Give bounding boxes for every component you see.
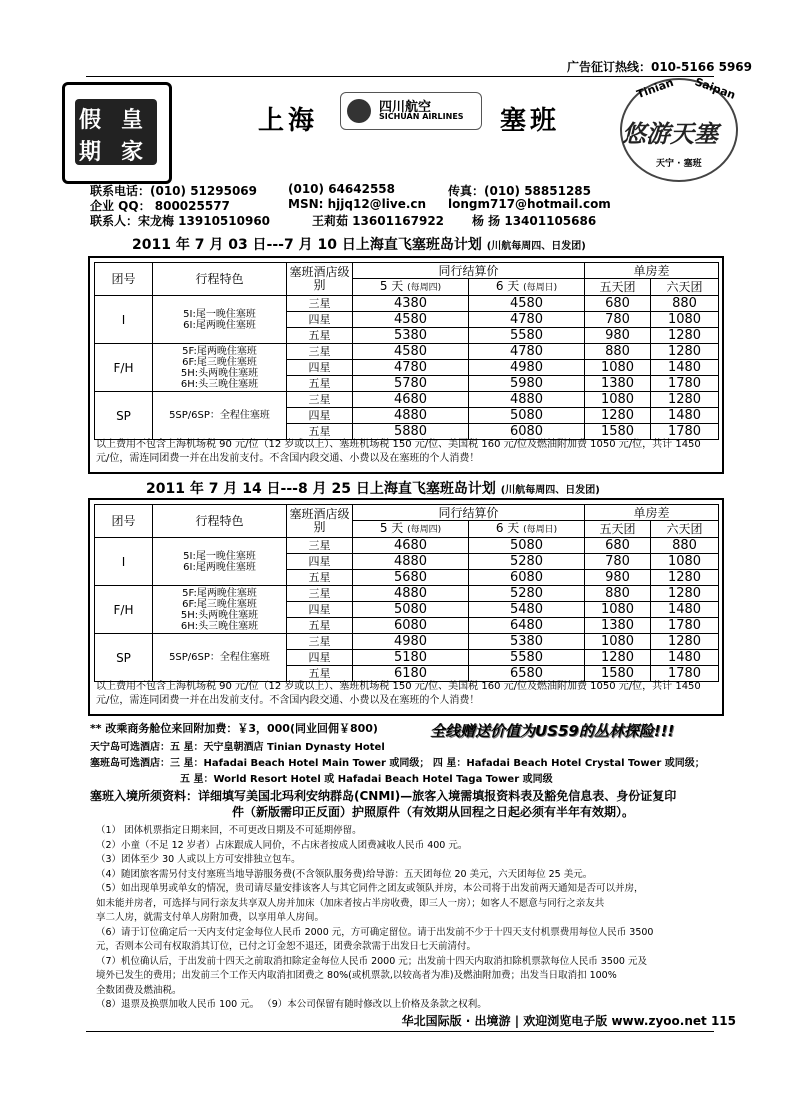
hotel-star: 三星 — [287, 634, 353, 650]
price-5day: 6180 — [353, 666, 469, 682]
col-5day-label: 5 天 — [379, 521, 404, 535]
price-5day: 4380 — [353, 296, 469, 312]
terms-item: 全数团费及燃油税。 — [96, 984, 182, 996]
single-5day: 680 — [585, 538, 651, 554]
feature-line: 5I:尾一晚住塞班 — [183, 550, 256, 562]
feature-line: 5F:尾两晚住塞班 — [182, 587, 257, 599]
airline-logo — [340, 92, 482, 130]
contact-email: longm717@hotmail.com — [448, 197, 611, 211]
single-6day: 1780 — [651, 424, 719, 440]
table-row — [95, 634, 719, 650]
table-row — [95, 392, 719, 408]
group-code: SP — [95, 634, 153, 682]
hotel-star: 四星 — [287, 602, 353, 618]
hotel-star: 四星 — [287, 650, 353, 666]
hotel-star: 三星 — [287, 344, 353, 360]
price-5day: 4880 — [353, 554, 469, 570]
terms-item: （6）请于订位确定后一天内支付定金每位人民币 2000 元，方可确定留位。请于出发前不少于十四天支付机票费用每位人民币 3500 — [96, 926, 654, 938]
col-6day — [469, 279, 585, 296]
single-6day: 1280 — [651, 586, 719, 602]
hotel-star: 四星 — [287, 554, 353, 570]
group-feature — [153, 538, 287, 586]
col-6day-note: (每周日) — [523, 525, 558, 535]
price-5day: 5880 — [353, 424, 469, 440]
ad-hotline: 广告征订热线：010-5166 5969 — [566, 60, 752, 74]
hotel-star: 五星 — [287, 328, 353, 344]
price-5day: 4680 — [353, 538, 469, 554]
price-6day: 6580 — [469, 666, 585, 682]
single-5day: 780 — [585, 312, 651, 328]
price-6day: 4780 — [469, 312, 585, 328]
price-6day: 4780 — [469, 344, 585, 360]
price-5day: 6080 — [353, 618, 469, 634]
group-code: F/H — [95, 344, 153, 392]
contact-person-2: 王莉茹 13601167922 — [312, 214, 445, 228]
page-footer: 华北国际版 · 出境游 | 欢迎浏览电子版 www.zyoo.net 115 — [401, 1014, 736, 1028]
hotel-saipan-1: 塞班岛可选酒店：三 星：Hafadai Beach Hotel Main Tower 或同级； 四 星：Hafadai Beach Hotel Crystal Tower 或同级； — [90, 758, 705, 769]
single-5day: 1580 — [585, 666, 651, 682]
terms-item: （3）团体至少 30 人或以上方可安排独立包车。 — [96, 854, 301, 865]
single-5day: 1280 — [585, 408, 651, 424]
hotel-star: 三星 — [287, 392, 353, 408]
feature-line: 6H:头三晚住塞班 — [180, 378, 259, 390]
agency-logo — [62, 82, 172, 184]
group-code: I — [95, 296, 153, 344]
feature-line: 6I:尾两晚住塞班 — [183, 561, 256, 573]
group-code: SP — [95, 392, 153, 440]
price-6day: 6480 — [469, 618, 585, 634]
col-5day-single: 五天团 — [585, 279, 651, 296]
col-group: 团号 — [95, 263, 153, 296]
hotel-star: 三星 — [287, 296, 353, 312]
contact-phone: 联系电话：(010) 51295069 — [90, 184, 257, 198]
contact-person-1: 联系人：宋龙梅 13910510960 — [90, 214, 271, 228]
price-6day: 5080 — [469, 538, 585, 554]
group-code: F/H — [95, 586, 153, 634]
table-row — [95, 538, 719, 554]
col-peer-price: 同行结算价 — [353, 263, 585, 279]
hotel-star: 五星 — [287, 666, 353, 682]
contact-phone-2: (010) 64642558 — [288, 182, 395, 196]
logo-char: 假 — [79, 107, 102, 133]
price-5day: 5780 — [353, 376, 469, 392]
group-code: I — [95, 538, 153, 586]
terms-item: 境外已发生的费用；出发前三个工作天内取消扣团费之 80%(或机票款,以较高者为准)及燃油附加费；出发当日取消扣 100% — [96, 970, 617, 981]
col-single-supplement: 单房差 — [585, 505, 719, 521]
single-5day: 980 — [585, 570, 651, 586]
price-6day: 5980 — [469, 376, 585, 392]
table-row — [95, 586, 719, 602]
group-feature — [153, 634, 287, 682]
col-peer-price: 同行结算价 — [353, 505, 585, 521]
section-1-title-text: 2011 年 7 月 03 日---7 月 10 日上海直飞塞班岛计划 — [132, 237, 482, 253]
contact-fax: 传真：(010) 58851285 — [448, 184, 591, 198]
price-6day: 5580 — [469, 650, 585, 666]
feature-line: 6F:尾三晚住塞班 — [182, 598, 257, 610]
col-6day — [469, 521, 585, 538]
price-6day: 5480 — [469, 602, 585, 618]
feature-line: 5H:头两晚住塞班 — [180, 367, 259, 379]
price-5day: 4580 — [353, 312, 469, 328]
feature-line: 5I:尾一晚住塞班 — [183, 308, 256, 320]
contact-qq: 企业 QQ： 800025577 — [90, 199, 230, 213]
col-5day — [353, 279, 469, 296]
contact-msn: MSN: hjjq12@live.cn — [288, 197, 427, 211]
single-5day: 680 — [585, 296, 651, 312]
terms-item: （2）小童（不足 12 岁者）占床跟成人同价，不占床者按成人团费减收人民币 400 元。 — [96, 839, 468, 851]
section-1-title — [132, 234, 586, 254]
price-5day: 4680 — [353, 392, 469, 408]
title-shanghai: 上海 — [258, 106, 319, 136]
seal-brand-name: 悠游天塞 — [622, 120, 718, 148]
price-6day: 5380 — [469, 634, 585, 650]
price-6day: 5080 — [469, 408, 585, 424]
entry-requirements-2: 件（新版需印正反面）护照原件（有效期从回程之日起必须有半年有效期）。 — [232, 805, 635, 819]
section-2-note: (川航每周四、日发团) — [500, 485, 600, 496]
single-5day: 780 — [585, 554, 651, 570]
single-5day: 1380 — [585, 618, 651, 634]
feature-line: 5H:头两晚住塞班 — [180, 609, 259, 621]
hotel-star: 五星 — [287, 424, 353, 440]
bottom-divider — [86, 1031, 714, 1032]
single-6day: 1480 — [651, 602, 719, 618]
single-5day: 1080 — [585, 392, 651, 408]
terms-item: 元，否则本公司有权取消其订位，已付之订金恕不退还，团费余款需于出发日七天前清付。 — [96, 941, 477, 952]
bird-icon — [347, 99, 371, 123]
feature-line: 5SP/6SP：全程住塞班 — [169, 652, 270, 663]
hotel-star: 五星 — [287, 618, 353, 634]
price-6day: 4980 — [469, 360, 585, 376]
logo-char: 皇 — [121, 107, 144, 133]
logo-char: 家 — [121, 139, 144, 165]
hotel-star: 四星 — [287, 312, 353, 328]
single-5day: 1380 — [585, 376, 651, 392]
section-2-title-text: 2011 年 7 月 14 日---8 月 25 日上海直飞塞班岛计划 — [146, 481, 496, 497]
price-5day: 5680 — [353, 570, 469, 586]
price-6day: 4880 — [469, 392, 585, 408]
single-6day: 880 — [651, 296, 719, 312]
single-6day: 1080 — [651, 554, 719, 570]
group-feature — [153, 392, 287, 440]
terms-item: 享二人房，就需支付单人房附加费，以享用单人房间。 — [96, 912, 325, 923]
single-5day: 1080 — [585, 602, 651, 618]
single-5day: 880 — [585, 586, 651, 602]
feature-line: 5SP/6SP：全程住塞班 — [169, 410, 270, 421]
terms-list — [96, 824, 716, 1013]
price-6day: 5280 — [469, 586, 585, 602]
promo-banner: 全线赠送价值为US59的丛林探险!!! — [430, 722, 675, 740]
col-5day-note: (每周四) — [407, 525, 442, 535]
col-feature: 行程特色 — [153, 505, 287, 538]
price-6day: 6080 — [469, 424, 585, 440]
feature-line: 5F:尾两晚住塞班 — [182, 345, 257, 357]
terms-item: 如未能并房者，可选择与同行亲友共享双人房并加床（加床者按占半房收费，即三人一房）；如客人不愿意与同行之亲友共 — [96, 897, 605, 909]
terms-item: （5）如出现单男或单女的情况，贵司请尽量安排该客人与其它同件之团友或领队并房，本公司将于出发前两天通知是否可以并房， — [96, 883, 644, 894]
logo-char: 期 — [79, 139, 102, 165]
col-6day-single: 六天团 — [651, 279, 719, 296]
seal-text-left: Tinian — [634, 75, 676, 102]
col-5day-label: 5 天 — [379, 279, 404, 293]
price-note-2: 以上费用不包含上海机场税 90 元/位（12 岁或以上）、塞班机场税 150 元/位、美国税 160 元/位及燃油附加费 1050 元/位，共计 1450 元/位，需连同团费一并在出发前支付。不含国内段交通、小费以及在塞班的个人消费！ — [96, 681, 701, 706]
table-row — [95, 344, 719, 360]
col-group: 团号 — [95, 505, 153, 538]
section-1-note: (川航每周四、日发团) — [486, 241, 586, 252]
single-6day: 1280 — [651, 392, 719, 408]
price-table-2 — [88, 498, 724, 716]
price-6day: 4580 — [469, 296, 585, 312]
single-6day: 1080 — [651, 312, 719, 328]
single-6day: 1280 — [651, 344, 719, 360]
title-saipan: 塞班 — [500, 106, 561, 136]
airline-name-en: SICHUAN AIRLINES — [379, 112, 464, 121]
price-6day: 6080 — [469, 570, 585, 586]
single-5day: 1580 — [585, 424, 651, 440]
hotel-star: 五星 — [287, 570, 353, 586]
col-5day-note: (每周四) — [407, 283, 442, 293]
single-5day: 1080 — [585, 360, 651, 376]
price-5day: 4980 — [353, 634, 469, 650]
terms-item: （1） 团体机票指定日期来回，不可更改日期及不可延期停留。 — [96, 825, 362, 836]
hotel-saipan-2: 五 星：World Resort Hotel 或 Hafadai Beach Hotel Taga Tower 或同级 — [180, 774, 553, 785]
single-6day: 1280 — [651, 328, 719, 344]
col-5day — [353, 521, 469, 538]
single-6day: 1780 — [651, 618, 719, 634]
hotel-star: 三星 — [287, 538, 353, 554]
seal-subtitle: 天宁 · 塞班 — [656, 159, 702, 169]
price-5day: 5080 — [353, 602, 469, 618]
entry-requirements-1: 塞班入境所须资料：详细填写美国北玛利安纳群岛(CNMI)—旅客入境需填报资料表及豁免信息表、身份证复印 — [90, 789, 677, 803]
group-feature — [153, 296, 287, 344]
single-6day: 1480 — [651, 408, 719, 424]
col-5day-single: 五天团 — [585, 521, 651, 538]
single-5day: 980 — [585, 328, 651, 344]
group-feature — [153, 344, 287, 392]
single-6day: 1280 — [651, 634, 719, 650]
hotel-star: 四星 — [287, 360, 353, 376]
terms-item: （8）退票及换票加收人民币 100 元。 （9）本公司保留有随时修改以上价格及条款之权利。 — [96, 999, 487, 1010]
col-6day-label: 6 天 — [495, 279, 520, 293]
single-6day: 1480 — [651, 650, 719, 666]
terms-item: （7）机位确认后，于出发前十四天之前取消扣除定金每位人民币 2000 元；出发前十四天内取消扣除机票款每位人民币 3500 元及 — [96, 955, 647, 967]
col-single-supplement: 单房差 — [585, 263, 719, 279]
group-feature — [153, 586, 287, 634]
col-hotel: 塞班酒店级别 — [287, 505, 353, 538]
single-5day: 1280 — [585, 650, 651, 666]
col-6day-note: (每周日) — [523, 283, 558, 293]
price-table-1 — [88, 256, 724, 474]
single-6day: 1780 — [651, 666, 719, 682]
feature-line: 6H:头三晚住塞班 — [180, 620, 259, 632]
col-6day-label: 6 天 — [495, 521, 520, 535]
price-grid-2 — [94, 504, 719, 682]
price-note-1: 以上费用不包含上海机场税 90 元/位（12 岁或以上）、塞班机场税 150 元/位、美国税 160 元/位及燃油附加费 1050 元/位，共计 1450 元/位，需连同团费一并在出发前支付。不含国内段交通、小费以及在塞班的个人消费！ — [96, 439, 701, 464]
seal-text-right: Saipan — [693, 75, 738, 102]
brand-seal — [608, 76, 748, 180]
price-5day: 5180 — [353, 650, 469, 666]
single-5day: 880 — [585, 344, 651, 360]
price-5day: 4880 — [353, 408, 469, 424]
contact-person-3: 杨 扬 13401105686 — [472, 214, 597, 228]
hotel-star: 四星 — [287, 408, 353, 424]
single-5day: 1080 — [585, 634, 651, 650]
col-feature: 行程特色 — [153, 263, 287, 296]
price-5day: 5380 — [353, 328, 469, 344]
business-class-upgrade: ** 改乘商务舱位来回附加费：￥3，000(同业回佣￥800) — [90, 722, 378, 735]
single-6day: 1480 — [651, 360, 719, 376]
hotel-star: 三星 — [287, 586, 353, 602]
hotel-tinian: 天宁岛可选酒店：五 星：天宁皇朝酒店 Tinian Dynasty Hotel — [90, 742, 385, 753]
terms-item: （4）随团旅客需另付支付塞班当地导游服务费(不含领队服务费)给导游：五天团每位 20 美元，六天团每位 25 美元。 — [96, 868, 593, 880]
price-5day: 4580 — [353, 344, 469, 360]
single-6day: 1780 — [651, 376, 719, 392]
hotel-star: 五星 — [287, 376, 353, 392]
price-grid-1 — [94, 262, 719, 440]
col-hotel: 塞班酒店级别 — [287, 263, 353, 296]
airline-name-cn: 四川航空 — [379, 100, 432, 115]
price-6day: 5580 — [469, 328, 585, 344]
price-5day: 4780 — [353, 360, 469, 376]
single-6day: 880 — [651, 538, 719, 554]
feature-line: 6I:尾两晚住塞班 — [183, 319, 256, 331]
price-5day: 4880 — [353, 586, 469, 602]
price-6day: 5280 — [469, 554, 585, 570]
feature-line: 6F:尾三晚住塞班 — [182, 356, 257, 368]
col-6day-single: 六天团 — [651, 521, 719, 538]
section-2-title — [146, 478, 600, 498]
table-row — [95, 296, 719, 312]
single-6day: 1280 — [651, 570, 719, 586]
